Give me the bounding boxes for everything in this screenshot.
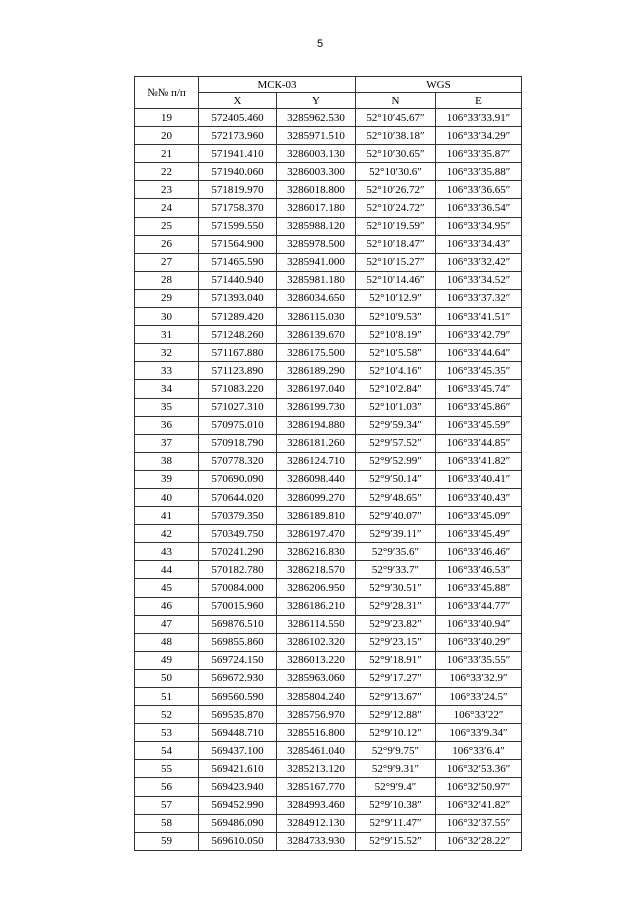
- cell-n: 52°9′30.51″: [356, 579, 436, 597]
- cell-point-number: 34: [135, 380, 199, 398]
- cell-y: 3286175.500: [277, 344, 356, 362]
- cell-y: 3286216.830: [277, 543, 356, 561]
- cell-point-number: 58: [135, 814, 199, 832]
- table-row: [135, 235, 522, 253]
- cell-point-number: 35: [135, 398, 199, 416]
- cell-n: 52°10′1.03″: [356, 398, 436, 416]
- table-row: [135, 163, 522, 181]
- cell-y: 3285963.060: [277, 669, 356, 687]
- table-row: [135, 488, 522, 506]
- cell-n: 52°10′14.46″: [356, 271, 436, 289]
- cell-y: 3286114.550: [277, 615, 356, 633]
- cell-x: 572405.460: [199, 109, 277, 127]
- table-row: [135, 633, 522, 651]
- table-row: [135, 688, 522, 706]
- cell-y: 3286197.040: [277, 380, 356, 398]
- cell-y: 3286189.290: [277, 362, 356, 380]
- cell-point-number: 56: [135, 778, 199, 796]
- cell-n: 52°10′30.6″: [356, 163, 436, 181]
- table-row: [135, 434, 522, 452]
- cell-n: 52°10′19.59″: [356, 217, 436, 235]
- cell-point-number: 25: [135, 217, 199, 235]
- cell-point-number: 36: [135, 416, 199, 434]
- cell-e: 106°33′32.42″: [436, 253, 522, 271]
- cell-y: 3285167.770: [277, 778, 356, 796]
- cell-e: 106°32′50.97″: [436, 778, 522, 796]
- cell-e: 106°33′9.34″: [436, 724, 522, 742]
- cell-e: 106°33′44.85″: [436, 434, 522, 452]
- cell-e: 106°32′53.36″: [436, 760, 522, 778]
- table-row: [135, 470, 522, 488]
- header-point-number: №№ п/п: [135, 77, 199, 109]
- cell-e: 106°33′45.88″: [436, 579, 522, 597]
- cell-y: 3286034.650: [277, 289, 356, 307]
- table-row: [135, 308, 522, 326]
- cell-y: 3285213.120: [277, 760, 356, 778]
- cell-x: 570778.320: [199, 452, 277, 470]
- cell-n: 52°9′35.6″: [356, 543, 436, 561]
- cell-y: 3286124.710: [277, 452, 356, 470]
- cell-point-number: 40: [135, 488, 199, 506]
- cell-n: 52°9′9.75″: [356, 742, 436, 760]
- cell-e: 106°33′35.87″: [436, 145, 522, 163]
- table-row: [135, 597, 522, 615]
- cell-n: 52°9′11.47″: [356, 814, 436, 832]
- cell-x: 570379.350: [199, 507, 277, 525]
- cell-x: 570975.010: [199, 416, 277, 434]
- cell-e: 106°33′35.88″: [436, 163, 522, 181]
- table-row: [135, 181, 522, 199]
- cell-y: 3286189.810: [277, 507, 356, 525]
- cell-point-number: 37: [135, 434, 199, 452]
- table-row: [135, 507, 522, 525]
- cell-n: 52°9′50.14″: [356, 470, 436, 488]
- cell-x: 569876.510: [199, 615, 277, 633]
- cell-x: 570918.790: [199, 434, 277, 452]
- header-msk03: МСК-03: [199, 77, 356, 93]
- cell-x: 570690.090: [199, 470, 277, 488]
- table-row: [135, 778, 522, 796]
- cell-point-number: 48: [135, 633, 199, 651]
- cell-x: 571289.420: [199, 308, 277, 326]
- cell-point-number: 38: [135, 452, 199, 470]
- cell-y: 3285978.500: [277, 235, 356, 253]
- table-row: [135, 651, 522, 669]
- cell-y: 3284912.130: [277, 814, 356, 832]
- cell-x: 569437.100: [199, 742, 277, 760]
- table-row: [135, 615, 522, 633]
- cell-point-number: 22: [135, 163, 199, 181]
- cell-n: 52°10′24.72″: [356, 199, 436, 217]
- cell-point-number: 42: [135, 525, 199, 543]
- cell-point-number: 49: [135, 651, 199, 669]
- cell-x: 571123.890: [199, 362, 277, 380]
- cell-x: 570644.020: [199, 488, 277, 506]
- cell-e: 106°33′46.46″: [436, 543, 522, 561]
- cell-point-number: 51: [135, 688, 199, 706]
- cell-point-number: 21: [135, 145, 199, 163]
- cell-x: 569855.860: [199, 633, 277, 651]
- table-row: [135, 579, 522, 597]
- cell-x: 571465.590: [199, 253, 277, 271]
- cell-e: 106°33′45.49″: [436, 525, 522, 543]
- cell-x: 569448.710: [199, 724, 277, 742]
- cell-n: 52°10′30.65″: [356, 145, 436, 163]
- cell-e: 106°33′34.95″: [436, 217, 522, 235]
- cell-point-number: 27: [135, 253, 199, 271]
- coordinates-table: [134, 76, 522, 851]
- cell-y: 3286197.470: [277, 525, 356, 543]
- table-row: [135, 145, 522, 163]
- cell-point-number: 26: [135, 235, 199, 253]
- cell-x: 571027.310: [199, 398, 277, 416]
- cell-n: 52°9′23.82″: [356, 615, 436, 633]
- cell-point-number: 57: [135, 796, 199, 814]
- cell-x: 571393.040: [199, 289, 277, 307]
- cell-point-number: 32: [135, 344, 199, 362]
- cell-point-number: 44: [135, 561, 199, 579]
- cell-n: 52°9′10.12″: [356, 724, 436, 742]
- cell-e: 106°33′41.51″: [436, 308, 522, 326]
- header-n: N: [356, 93, 436, 109]
- cell-y: 3284733.930: [277, 832, 356, 850]
- cell-e: 106°33′32.9″: [436, 669, 522, 687]
- cell-y: 3286139.670: [277, 326, 356, 344]
- cell-n: 52°9′39.11″: [356, 525, 436, 543]
- cell-e: 106°33′34.43″: [436, 235, 522, 253]
- cell-y: 3284993.460: [277, 796, 356, 814]
- cell-e: 106°32′37.55″: [436, 814, 522, 832]
- table-row: [135, 253, 522, 271]
- cell-x: 569452.990: [199, 796, 277, 814]
- cell-n: 52°9′9.4″: [356, 778, 436, 796]
- cell-n: 52°9′48.65″: [356, 488, 436, 506]
- cell-point-number: 24: [135, 199, 199, 217]
- cell-e: 106°33′44.77″: [436, 597, 522, 615]
- cell-point-number: 45: [135, 579, 199, 597]
- cell-point-number: 53: [135, 724, 199, 742]
- cell-n: 52°9′18.91″: [356, 651, 436, 669]
- table-body: [135, 109, 522, 851]
- table-row: [135, 362, 522, 380]
- cell-x: 571083.220: [199, 380, 277, 398]
- cell-y: 3286018.800: [277, 181, 356, 199]
- cell-point-number: 59: [135, 832, 199, 850]
- table-row: [135, 543, 522, 561]
- cell-point-number: 29: [135, 289, 199, 307]
- cell-n: 52°9′28.31″: [356, 597, 436, 615]
- cell-x: 569421.610: [199, 760, 277, 778]
- cell-e: 106°32′28.22″: [436, 832, 522, 850]
- cell-y: 3286206.950: [277, 579, 356, 597]
- cell-n: 52°9′23.15″: [356, 633, 436, 651]
- cell-y: 3286098.440: [277, 470, 356, 488]
- cell-y: 3285971.510: [277, 127, 356, 145]
- cell-n: 52°10′15.27″: [356, 253, 436, 271]
- table-row: [135, 289, 522, 307]
- cell-e: 106°33′45.74″: [436, 380, 522, 398]
- table-row: [135, 742, 522, 760]
- table-row: [135, 326, 522, 344]
- cell-x: 569560.590: [199, 688, 277, 706]
- cell-e: 106°33′45.59″: [436, 416, 522, 434]
- cell-point-number: 23: [135, 181, 199, 199]
- cell-e: 106°33′42.79″: [436, 326, 522, 344]
- cell-point-number: 33: [135, 362, 199, 380]
- cell-y: 3285516.800: [277, 724, 356, 742]
- cell-point-number: 55: [135, 760, 199, 778]
- table-row: [135, 561, 522, 579]
- cell-x: 571167.880: [199, 344, 277, 362]
- cell-point-number: 54: [135, 742, 199, 760]
- table-row: [135, 217, 522, 235]
- cell-y: 3285988.120: [277, 217, 356, 235]
- cell-e: 106°33′36.65″: [436, 181, 522, 199]
- cell-e: 106°33′40.94″: [436, 615, 522, 633]
- cell-e: 106°33′45.35″: [436, 362, 522, 380]
- table-row: [135, 796, 522, 814]
- header-wgs: WGS: [356, 77, 522, 93]
- cell-y: 3286218.570: [277, 561, 356, 579]
- cell-x: 571248.260: [199, 326, 277, 344]
- cell-n: 52°9′13.67″: [356, 688, 436, 706]
- cell-y: 3285756.970: [277, 706, 356, 724]
- table-row: [135, 398, 522, 416]
- cell-x: 569672.930: [199, 669, 277, 687]
- cell-n: 52°10′45.67″: [356, 109, 436, 127]
- cell-y: 3286199.730: [277, 398, 356, 416]
- table-row: [135, 525, 522, 543]
- cell-y: 3286003.130: [277, 145, 356, 163]
- cell-n: 52°9′33.7″: [356, 561, 436, 579]
- cell-point-number: 41: [135, 507, 199, 525]
- cell-y: 3286017.180: [277, 199, 356, 217]
- cell-x: 571819.970: [199, 181, 277, 199]
- cell-n: 52°10′18.47″: [356, 235, 436, 253]
- cell-point-number: 30: [135, 308, 199, 326]
- cell-e: 106°33′36.54″: [436, 199, 522, 217]
- cell-point-number: 39: [135, 470, 199, 488]
- cell-x: 569423.940: [199, 778, 277, 796]
- cell-x: 570015.960: [199, 597, 277, 615]
- table-header: [135, 77, 522, 109]
- table-row: [135, 706, 522, 724]
- cell-x: 571758.370: [199, 199, 277, 217]
- cell-x: 569610.050: [199, 832, 277, 850]
- cell-x: 571599.550: [199, 217, 277, 235]
- cell-point-number: 50: [135, 669, 199, 687]
- cell-e: 106°33′34.52″: [436, 271, 522, 289]
- cell-n: 52°9′17.27″: [356, 669, 436, 687]
- cell-x: 571941.410: [199, 145, 277, 163]
- cell-n: 52°10′9.53″: [356, 308, 436, 326]
- cell-e: 106°33′40.43″: [436, 488, 522, 506]
- cell-y: 3286115.030: [277, 308, 356, 326]
- cell-point-number: 19: [135, 109, 199, 127]
- cell-n: 52°9′10.38″: [356, 796, 436, 814]
- cell-point-number: 46: [135, 597, 199, 615]
- table-row: [135, 814, 522, 832]
- cell-n: 52°10′26.72″: [356, 181, 436, 199]
- table-row: [135, 760, 522, 778]
- table-row: [135, 344, 522, 362]
- cell-n: 52°9′59.34″: [356, 416, 436, 434]
- cell-x: 571940.060: [199, 163, 277, 181]
- cell-x: 571440.940: [199, 271, 277, 289]
- cell-point-number: 52: [135, 706, 199, 724]
- cell-x: 571564.900: [199, 235, 277, 253]
- cell-point-number: 28: [135, 271, 199, 289]
- cell-e: 106°33′35.55″: [436, 651, 522, 669]
- cell-n: 52°9′9.31″: [356, 760, 436, 778]
- page-number: 5: [316, 38, 324, 50]
- cell-y: 3286102.320: [277, 633, 356, 651]
- header-x: X: [199, 93, 277, 109]
- cell-n: 52°9′12.88″: [356, 706, 436, 724]
- cell-y: 3286181.260: [277, 434, 356, 452]
- cell-x: 570349.750: [199, 525, 277, 543]
- cell-y: 3286003.300: [277, 163, 356, 181]
- cell-n: 52°9′40.07″: [356, 507, 436, 525]
- cell-point-number: 47: [135, 615, 199, 633]
- cell-x: 570241.290: [199, 543, 277, 561]
- table-row: [135, 832, 522, 850]
- cell-e: 106°33′37.32″: [436, 289, 522, 307]
- table-row: [135, 109, 522, 127]
- table-row: [135, 724, 522, 742]
- cell-e: 106°33′22″: [436, 706, 522, 724]
- cell-y: 3285981.180: [277, 271, 356, 289]
- cell-point-number: 43: [135, 543, 199, 561]
- cell-n: 52°9′52.99″: [356, 452, 436, 470]
- cell-e: 106°33′34.29″: [436, 127, 522, 145]
- cell-x: 572173.960: [199, 127, 277, 145]
- cell-x: 569724.150: [199, 651, 277, 669]
- cell-y: 3285962.530: [277, 109, 356, 127]
- cell-y: 3286194.880: [277, 416, 356, 434]
- cell-y: 3286186.210: [277, 597, 356, 615]
- cell-x: 570084.000: [199, 579, 277, 597]
- table-row: [135, 127, 522, 145]
- table-row: [135, 452, 522, 470]
- cell-e: 106°33′44.64″: [436, 344, 522, 362]
- cell-e: 106°33′41.82″: [436, 452, 522, 470]
- cell-y: 3286013.220: [277, 651, 356, 669]
- cell-e: 106°33′40.41″: [436, 470, 522, 488]
- cell-n: 52°10′2.84″: [356, 380, 436, 398]
- cell-e: 106°33′46.53″: [436, 561, 522, 579]
- table-row: [135, 380, 522, 398]
- header-y: Y: [277, 93, 356, 109]
- cell-n: 52°10′12.9″: [356, 289, 436, 307]
- cell-y: 3285461.040: [277, 742, 356, 760]
- cell-e: 106°33′40.29″: [436, 633, 522, 651]
- cell-e: 106°33′33.91″: [436, 109, 522, 127]
- header-e: E: [436, 93, 522, 109]
- cell-e: 106°33′24.5″: [436, 688, 522, 706]
- cell-n: 52°9′57.52″: [356, 434, 436, 452]
- table-row: [135, 271, 522, 289]
- cell-n: 52°9′15.52″: [356, 832, 436, 850]
- cell-y: 3286099.270: [277, 488, 356, 506]
- cell-n: 52°10′5.58″: [356, 344, 436, 362]
- cell-e: 106°33′6.4″: [436, 742, 522, 760]
- cell-n: 52°10′8.19″: [356, 326, 436, 344]
- cell-x: 569486.090: [199, 814, 277, 832]
- table-row: [135, 669, 522, 687]
- cell-x: 569535.870: [199, 706, 277, 724]
- cell-x: 570182.780: [199, 561, 277, 579]
- cell-e: 106°33′45.09″: [436, 507, 522, 525]
- cell-point-number: 20: [135, 127, 199, 145]
- cell-point-number: 31: [135, 326, 199, 344]
- cell-y: 3285804.240: [277, 688, 356, 706]
- table-row: [135, 199, 522, 217]
- cell-e: 106°32′41.82″: [436, 796, 522, 814]
- cell-n: 52°10′38.18″: [356, 127, 436, 145]
- cell-y: 3285941.000: [277, 253, 356, 271]
- table-row: [135, 416, 522, 434]
- cell-e: 106°33′45.86″: [436, 398, 522, 416]
- cell-n: 52°10′4.16″: [356, 362, 436, 380]
